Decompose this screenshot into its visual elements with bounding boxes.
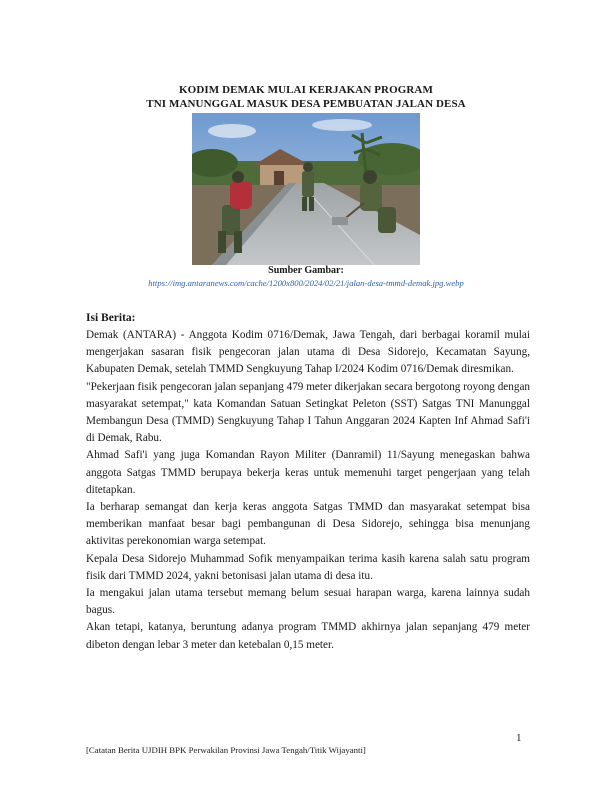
news-paragraph-1: Demak (ANTARA) - Anggota Kodim 0716/Demak, Jawa Tengah, dari berbagai koramil mulai mengerjakan sasaran fisik pengecoran jalan utama di Desa Sidorejo, Kecamatan Sayung, Kabupaten Demak, setelah TMMD Sengkuyung Tahap I/2024 Kodim 0716/Demak diresmikan. — [86, 329, 530, 376]
news-paragraph-4: Ia berharap semangat dan kerja keras anggota Satgas TMMD dan masyarakat setempat bisa memberikan manfaat besar bagi pembangunan di Desa Sidorejo, sehingga bisa menunjang aktivitas perekonomian warga setempat. — [86, 501, 530, 548]
footer-note: [Catatan Berita UJDIH BPK Perwakilan Provinsi Jawa Tengah/Titik Wijayanti] — [86, 745, 366, 755]
article-photo — [192, 113, 420, 265]
news-paragraph-5: Kepala Desa Sidorejo Muhammad Sofik menyampaikan terima kasih karena salah satu program fisik dari TMMD 2024, yakni betonisasi jalan utama di desa itu. — [86, 552, 530, 582]
news-content-heading: Isi Berita: — [86, 312, 136, 324]
article-title-line-2: TNI MANUNGGAL MASUK DESA PEMBUATAN JALAN DESA — [146, 98, 466, 110]
news-body — [86, 327, 530, 654]
news-paragraph-7: Akan tetapi, katanya, beruntung adanya program TMMD akhirnya jalan sepanjang 479 meter dibeton dengan lebar 3 meter dan ketebalan 0,15 meter. — [86, 621, 530, 651]
news-paragraph-6: Ia mengakui jalan utama tersebut memang belum sesuai harapan warga, karena lainnya sudah bagus. — [86, 587, 530, 617]
article-title-line-1: KODIM DEMAK MULAI KERJAKAN PROGRAM — [179, 84, 433, 96]
road-construction-photo — [192, 113, 420, 265]
news-paragraph-3: Ahmad Safi'i yang juga Komandan Rayon Militer (Danramil) 11/Sayung menegaskan bahwa anggota Satgas TMMD berupaya bekerja keras untuk memenuhi target pengerjaan yang telah ditetapkan. — [86, 449, 530, 496]
page-number: 1 — [516, 732, 522, 744]
image-source-label: Sumber Gambar: — [268, 265, 344, 276]
news-paragraph-2: "Pekerjaan fisik pengecoran jalan sepanjang 479 meter dikerjakan secara bergotong royong dengan masyarakat setempat," kata Komandan Satuan Setingkat Peleton (SST) Satgas TNI Manunggal Membangun Desa (TMMD) Sengkuyung Tahap I Tahun Anggaran 2024 Kapten Inf Ahmad Safi'i di Demak, Rabu. — [86, 380, 530, 445]
image-source-url[interactable]: https://img.antaranews.com/cache/1200x800/2024/02/21/jalan-desa-tmmd-demak.jpg.webp — [148, 278, 464, 288]
